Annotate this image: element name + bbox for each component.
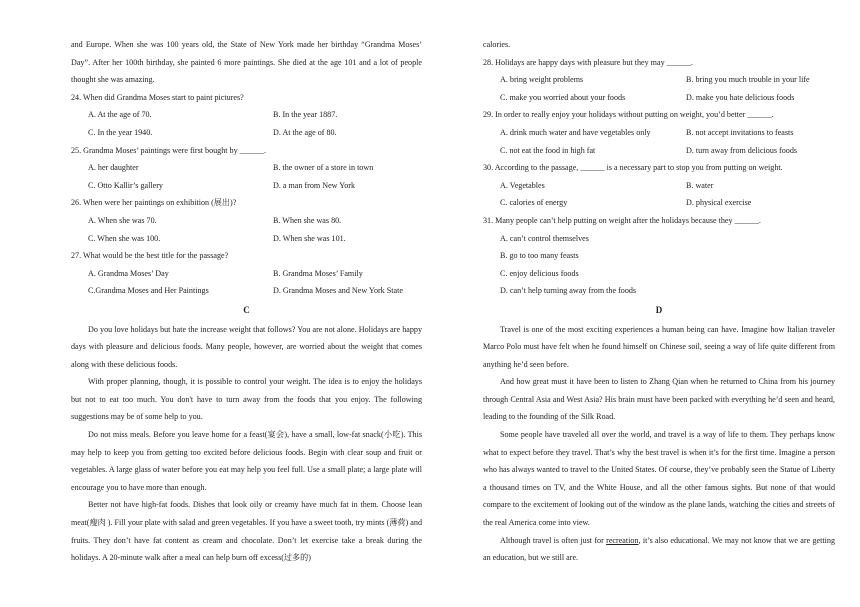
option-b: B. Grandma Moses’ Family [273, 268, 363, 278]
option-b: B. bring you much trouble in your life [686, 75, 810, 85]
option-d: D. At the age of 80. [273, 127, 337, 137]
passage-d-paragraph-1: Travel is one of the most exciting experiences a human being can have. Imagine how Italian traveler Marco Polo must have felt when he found himself on Chinese soil, seeing a way of life quite different from anything he’d seen before. [483, 324, 835, 369]
option-d: D. can’t help turning away from the foods [500, 286, 637, 296]
option-c: C. When she was 100. [88, 233, 161, 243]
section-heading-c: C [243, 304, 250, 315]
option-d: D. a man from New York [273, 180, 356, 190]
option-c: C. enjoy delicious foods [500, 268, 579, 278]
passage-b-ending: and Europe. When she was 100 years old, the State of New York made her birthday “Grandma Moses’ Day”. After her 100th birthday, she painted 6 more paintings. She died at the age 101 and a lot of people thought she was amazing. [71, 40, 422, 85]
option-c: C. In the year 1940. [88, 127, 153, 137]
option-a: A. Vegetables [500, 180, 545, 190]
option-c: C. calories of energy [500, 198, 568, 208]
option-c: C.Grandma Moses and Her Paintings [88, 286, 209, 296]
question-30: 30. According to the passage, ______ is a necessary part to stop you from putting on weight. [483, 163, 783, 173]
option-b: B. not accept invitations to feasts [686, 127, 794, 137]
question-27-options [71, 265, 422, 300]
option-a: A. can’t control themselves [500, 233, 589, 243]
passage-c-paragraph-3: Do not miss meals. Before you leave home for a feast(宴会), have a small, low-fat snack(小吃). This may help to keep you from getting too excited before delicious foods. Begin with clear soup and fruit or vegetables. A large glass of water before you eat may help you feel full. Use a small plate; a large plate will encourage you to have more than enough. [71, 430, 422, 492]
question-24: 24. When did Grandma Moses start to paint pictures? [71, 92, 244, 102]
question-25: 25. Grandma Moses’ paintings were first bought by ______. [71, 145, 266, 155]
option-b: B. the owner of a store in town [273, 163, 374, 173]
paragraph-text-end: , it’s also educational. We may not know that we are getting an education, but we still are. [483, 535, 835, 563]
passage-c-paragraph-2: With proper planning, though, it is possible to control your weight. The idea is to enjoy the holidays but not to eat too much. You don't have to turn away from the foods that you enjoy. The following suggestions may be of some help to you. [71, 377, 422, 422]
option-b: B. water [686, 180, 714, 190]
passage-d-paragraph-2: And how great must it have been to listen to Zhang Qian when he returned to China from his journey through Central Asia and West Asia? His brain must have been packed with everything he’d seen and heard, leading to the founding of the Silk Road. [483, 377, 835, 422]
option-a: A. her daughter [88, 163, 139, 173]
passage-c-paragraph-4: Better not have high-fat foods. Dishes that look oily or creamy have much fat in them. Choose lean meat(瘦肉 ). Fill your plate with salad and green vegetables. If you have a sweet tooth, try mints (薄荷) and fruits. They don’t have fat content as cream and chocolate. Don’t let exercise take a break during the holidays. A 20-minute walk after a meal can help burn off excess(过多的) [71, 500, 422, 563]
question-27: 27. What would be the best title for the passage? [71, 251, 229, 261]
option-d: D. make you hate delicious foods [686, 92, 795, 102]
question-26-options [71, 212, 422, 247]
option-d: D. turn away from delicious foods [686, 145, 798, 155]
question-28-options [483, 71, 835, 106]
option-a: A. Grandma Moses’ Day [88, 268, 169, 278]
option-b: B. go to too many feasts [500, 251, 579, 261]
underlined-word: recreation [606, 535, 639, 545]
option-a: A. At the age of 70. [88, 110, 152, 120]
option-c: C. Otto Kallir’s gallery [88, 180, 163, 190]
question-30-options [483, 177, 835, 212]
option-a: A. drink much water and have vegetables only [500, 127, 651, 137]
passage-d-paragraph-3: Some people have traveled all over the world, and travel is a way of life to them. They perhaps know what to expect before they travel. That’s why the best travel is when it’s for the first time. Imagine a person who has always wanted to travel to the United States. Of course, they’ve probably seen the Statue of Liberty a thousand times on TV, and the White House, and all the other famous sights. But none of that would compare to the excitement of looking out of the window as the plane lands, watching the cities and streets of the real America come into view. [483, 430, 835, 528]
question-24-options [71, 106, 422, 141]
option-a: A. bring weight problems [500, 75, 584, 85]
option-d: D. When she was 101. [273, 233, 346, 243]
section-heading-d: D [655, 304, 663, 315]
question-28: 28. Holidays are happy days with pleasure but they may ______. [483, 57, 693, 67]
passage-c-continuation: calories. [483, 40, 511, 49]
passage-c-paragraph-1: Do you love holidays but hate the increase weight that follows? You are not alone. Holidays are happy days with pleasure and delicious foods. Many people, however, are worried about the weight that comes along with these delicious foods. [71, 324, 422, 369]
left-column [71, 36, 422, 567]
question-29-options [483, 124, 835, 159]
question-26: 26. When were her paintings on exhibition (展出)? [71, 198, 237, 208]
option-c: C. not eat the food in high fat [500, 145, 596, 155]
passage-d-paragraph-4 [483, 532, 835, 567]
option-a: A. When she was 70. [88, 215, 157, 225]
question-25-options [71, 159, 422, 194]
option-d: D. physical exercise [686, 198, 752, 208]
right-column [483, 36, 835, 567]
option-c: C. make you worried about your foods [500, 92, 626, 102]
option-b: B. In the year 1887. [273, 110, 338, 120]
option-d: D. Grandma Moses and New York State [273, 286, 403, 296]
option-b: B. When she was 80. [273, 215, 342, 225]
paragraph-text-start: Although travel is often just for [500, 535, 607, 545]
question-31: 31. Many people can’t help putting on weight after the holidays because they ______. [483, 215, 761, 225]
question-29: 29. In order to really enjoy your holidays without putting on weight, you’d better ______. [483, 110, 774, 120]
